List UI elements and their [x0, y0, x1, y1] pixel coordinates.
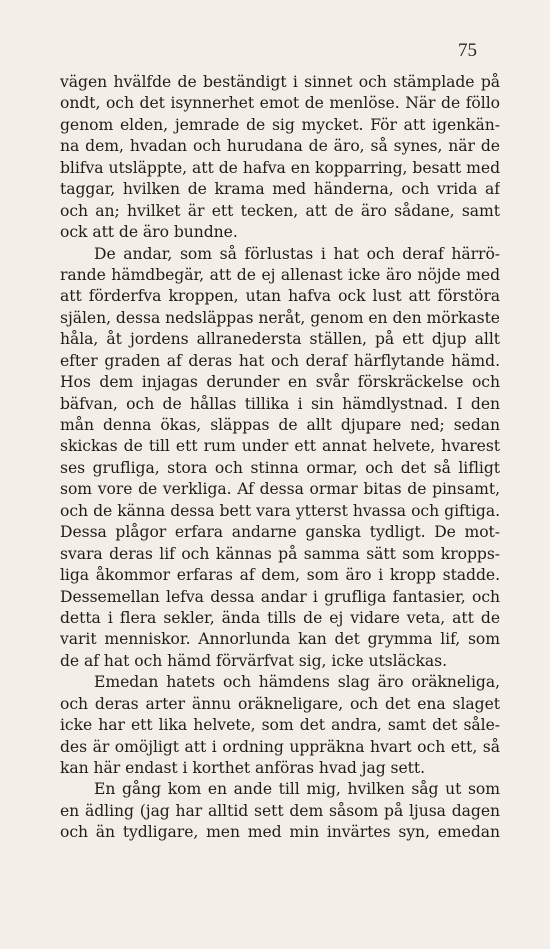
- text-line: och deras arter ännu oräkneligare, och det ena slaget: [60, 694, 500, 713]
- text-line: skickas de till ett rum under ett annat helvete, hvarest: [60, 437, 500, 456]
- text-line: na dem, hvadan och hurudana de äro, så synes, när de: [60, 137, 500, 156]
- page-number: 75: [458, 40, 477, 61]
- text-line: en ädling (jag har alltid sett dem såsom på ljusa dagen: [60, 801, 500, 820]
- text-line: svara deras lif och kännas på samma sätt som kropps-: [60, 544, 500, 563]
- body-text: [60, 72, 500, 844]
- text-line: vägen hvälfde de beständigt i sinnet och stämplade på: [60, 73, 500, 91]
- text-line: bäfvan, och de hållas tillika i sin hämdlystnad. I den: [60, 394, 500, 413]
- text-line: som vore de verkliga. Af dessa ormar bitas de pinsamt,: [60, 480, 500, 499]
- text-line: liga åkommor erfaras af dem, som äro i kropp stadde.: [60, 566, 500, 585]
- text-line: des är omöjligt att i ordning uppräkna hvart och ett, så: [60, 737, 500, 756]
- text-line: och än tydligare, men med min invärtes syn, emedan: [60, 823, 500, 842]
- paragraph-first-line: En gång kom en ande till mig, hvilken såg ut som: [94, 780, 500, 799]
- text-line: och an; hvilket är ett tecken, att de äro sådane, samt: [60, 201, 500, 220]
- text-line: håla, åt jordens allranedersta ställen, på ett djup allt: [60, 330, 500, 349]
- text-line: ock att de äro bundne.: [60, 223, 238, 242]
- text-line: efter graden af deras hat och deraf härflytande hämd.: [60, 351, 500, 370]
- text-line: varit menniskor. Annorlunda kan det grymma lif, som: [60, 630, 500, 649]
- paragraph-first-line: Emedan hatets och hämdens slag äro oräkneliga,: [94, 673, 500, 692]
- text-line: taggar, hvilken de krama med händerna, och vrida af: [60, 180, 500, 199]
- paragraph-first-line: De andar, som så förlustas i hat och deraf härrö-: [94, 244, 500, 263]
- text-line: Dessemellan lefva dessa andar i grufliga fantasier, och: [60, 587, 500, 606]
- text-line: själen, dessa nedsläppas neråt, genom en den mörkaste: [60, 308, 500, 327]
- text-line: och de känna dessa bett vara ytterst hvassa och giftiga.: [60, 501, 500, 520]
- text-line: kan här endast i korthet anföras hvad jag sett.: [60, 759, 426, 777]
- text-line: Hos dem injagas derunder en svår förskräckelse och: [60, 373, 500, 392]
- text-line: detta i flera sekler, ända tills de ej vidare veta, att de: [60, 608, 500, 627]
- text-line: mån denna ökas, släppas de allt djupare ned; sedan: [60, 416, 500, 434]
- text-line: de af hat och hämd förvärfvat sig, icke utsläckas.: [60, 651, 447, 670]
- text-line: Dessa plågor erfara andarne ganska tydligt. De mot-: [60, 523, 500, 542]
- text-line: rande hämdbegär, att de ej allenast icke äro nöjde med: [60, 265, 500, 284]
- text-line: ondt, och det isynnerhet emot de menlöse. När de föllo: [60, 94, 500, 113]
- text-line: blifva utsläppte, att de hafva en kopparring, besatt med: [60, 158, 500, 177]
- text-line: ses grufliga, stora och stinna ormar, och det så lifligt: [60, 458, 500, 477]
- text-line: att förderfva kroppen, utan hafva ock lust att förstöra: [60, 287, 500, 306]
- text-line: genom elden, jemrade de sig mycket. För att igenkän-: [60, 115, 500, 134]
- text-line: icke har ett lika helvete, som det andra, samt det såle-: [60, 716, 500, 735]
